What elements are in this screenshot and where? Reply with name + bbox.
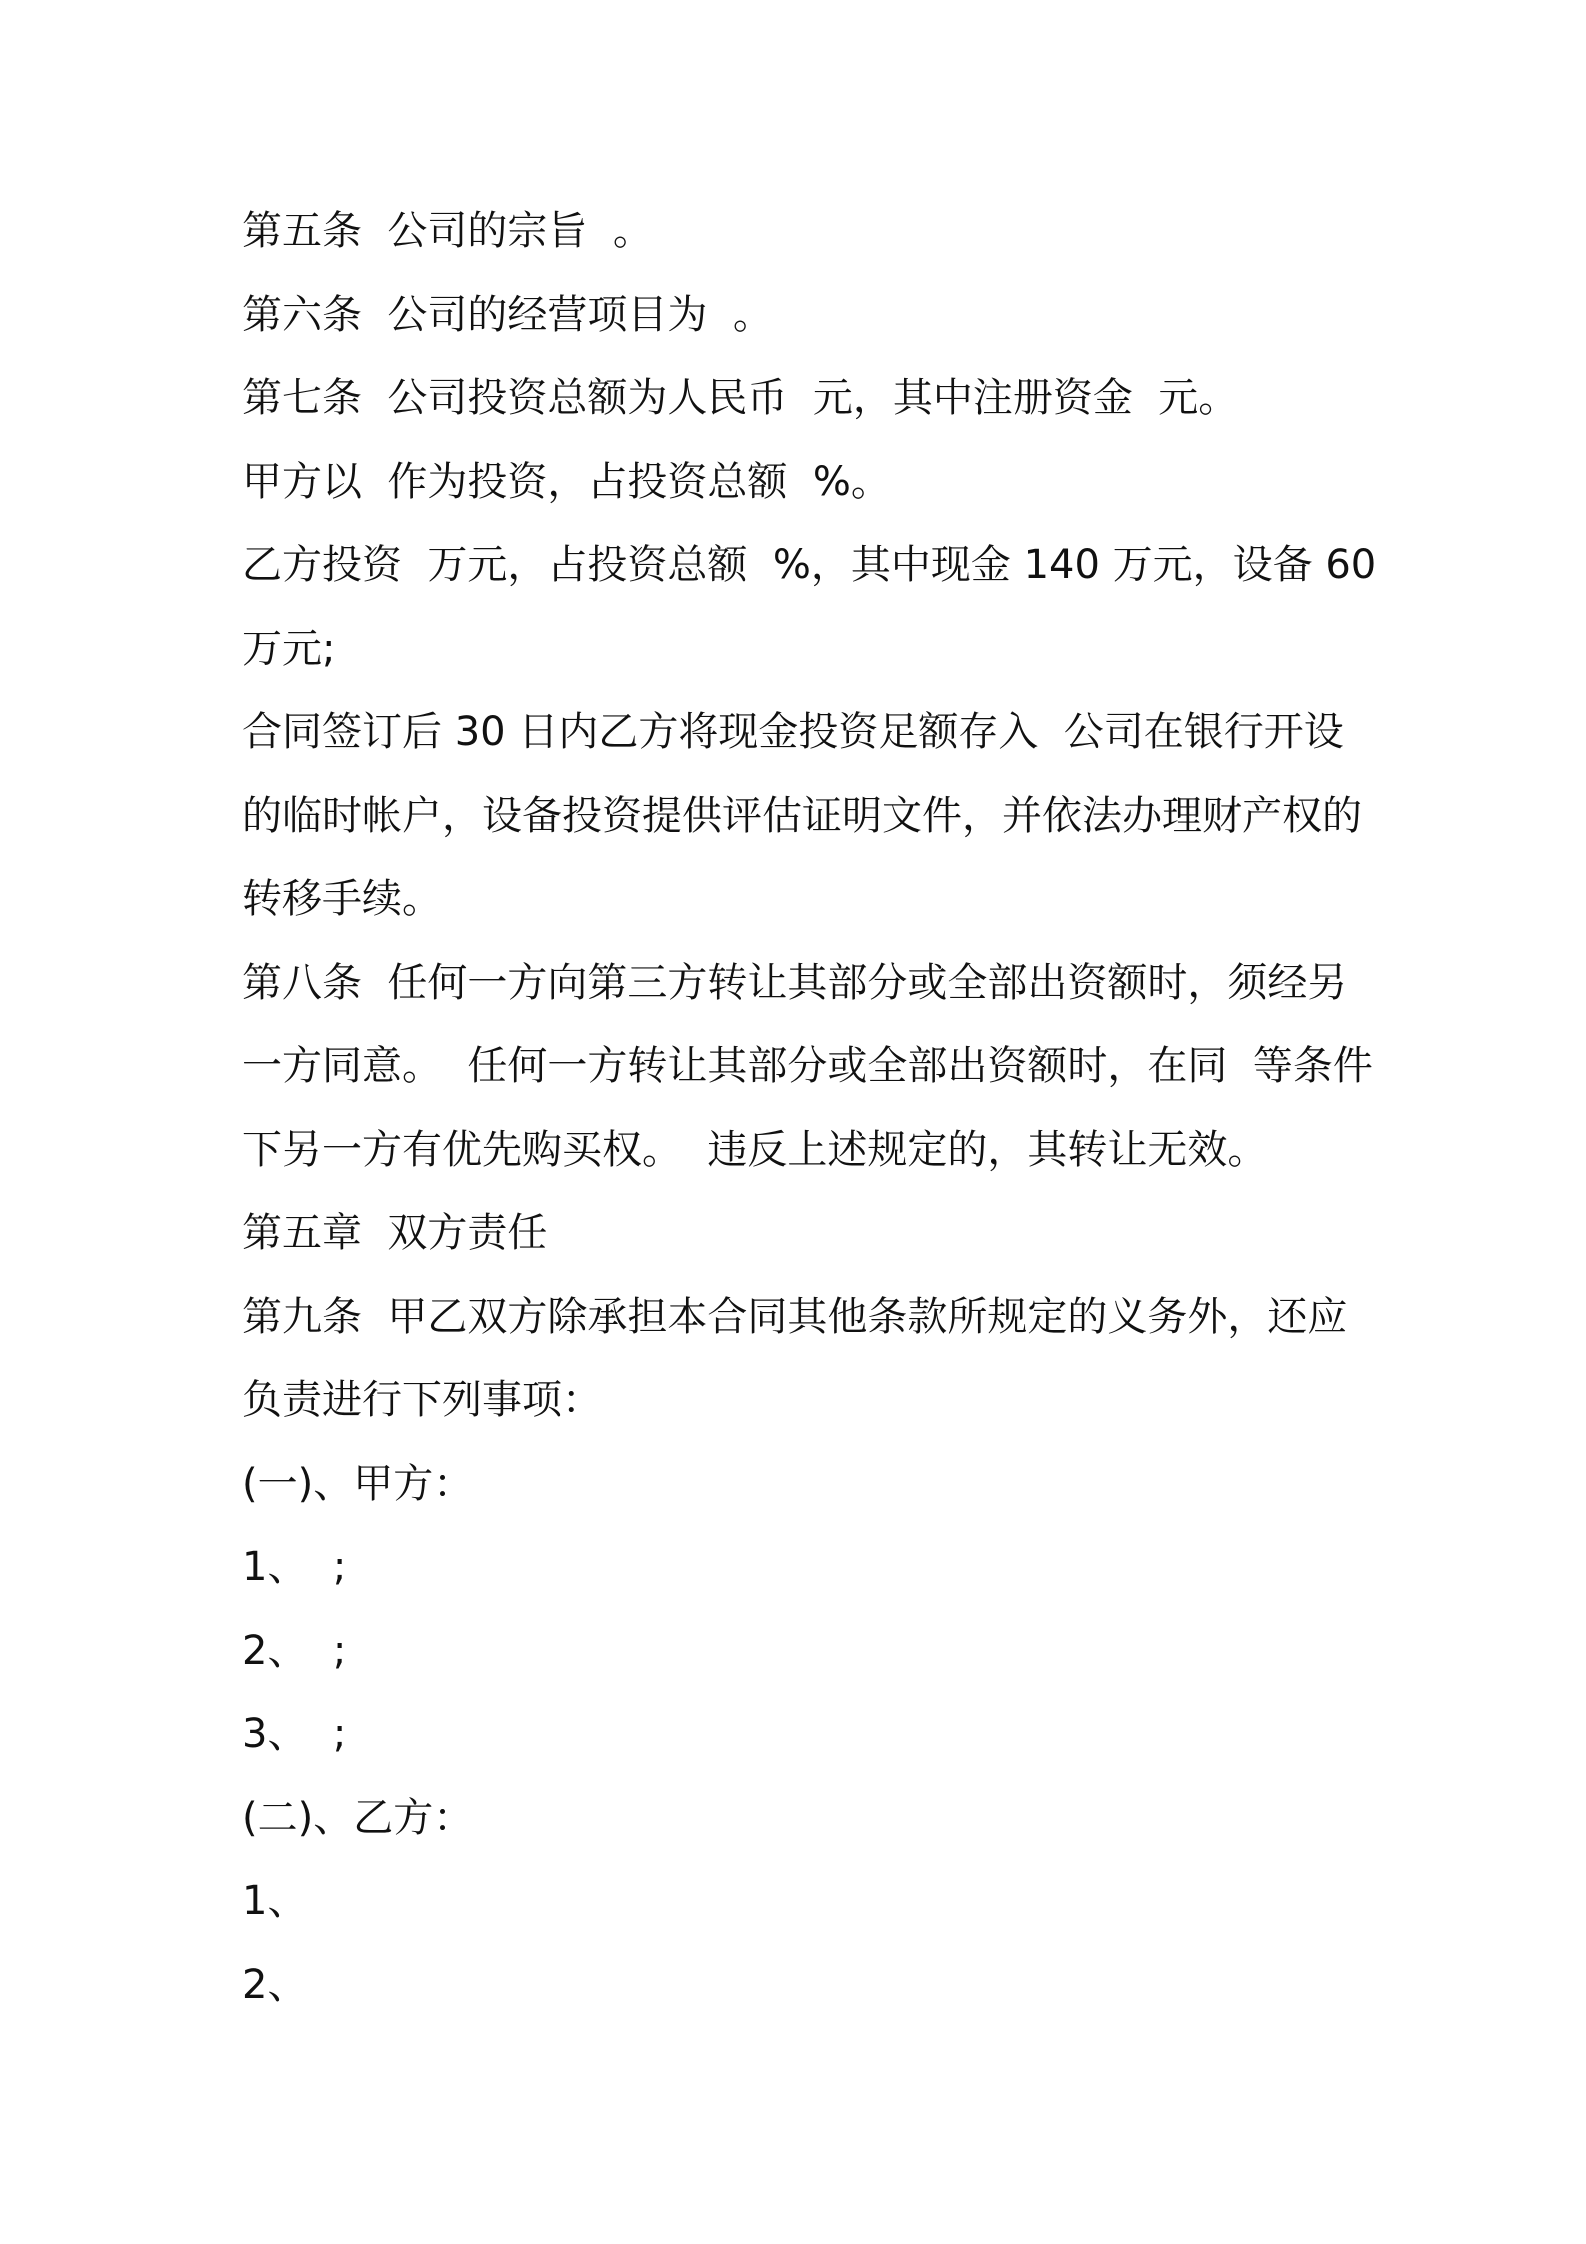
article-8-line-1: 第八条 任何一方向第三方转让其部分或全部出资额时，须经另 — [242, 959, 1348, 1006]
party-b-item-2: 2、 — [242, 1961, 308, 2008]
article-6-line: 第六条 公司的经营项目为 。 — [242, 291, 773, 338]
party-a-investment-line: 甲方以 作为投资，占投资总额 %。 — [242, 458, 891, 505]
party-b-item-1: 1、 — [242, 1878, 308, 1924]
deposit-clause-line-1: 合同签订后 30 日内乙方将现金投资足额存入 公司在银行开设 — [242, 709, 1344, 755]
article-9-line-2: 负责进行下列事项： — [242, 1377, 602, 1423]
chapter-5-heading: 第五章 双方责任 — [242, 1210, 548, 1256]
party-a-item-2: 2、 ; — [242, 1627, 347, 1674]
document-page — [242, 190, 1377, 2027]
party-a-subheading: (一)、甲方： — [242, 1460, 474, 1507]
party-b-investment-line-cont: 万元; — [242, 625, 336, 672]
party-a-item-1: 1、 ; — [242, 1544, 347, 1590]
party-a-item-3: 3、 ; — [242, 1711, 347, 1757]
article-8-line-2: 一方同意。 任何一方转让其部分或全部出资额时，在同 等条件 — [242, 1043, 1373, 1089]
party-b-subheading: (二)、乙方： — [242, 1794, 474, 1841]
deposit-clause-line-2: 的临时帐户，设备投资提供评估证明文件，并依法办理财产权的 — [242, 792, 1362, 839]
article-9-line-1: 第九条 甲乙双方除承担本合同其他条款所规定的义务外，还应 — [242, 1293, 1348, 1340]
article-7-line: 第七条 公司投资总额为人民币 元，其中注册资金 元。 — [242, 375, 1239, 421]
article-5-line: 第五条 公司的宗旨 。 — [242, 208, 653, 254]
article-8-line-3: 下另一方有优先购买权。 违反上述规定的，其转让无效。 — [242, 1126, 1268, 1173]
party-b-investment-line: 乙方投资 万元，占投资总额 %，其中现金 140 万元，设备 60 — [242, 542, 1377, 588]
deposit-clause-line-3: 转移手续。 — [242, 876, 442, 922]
